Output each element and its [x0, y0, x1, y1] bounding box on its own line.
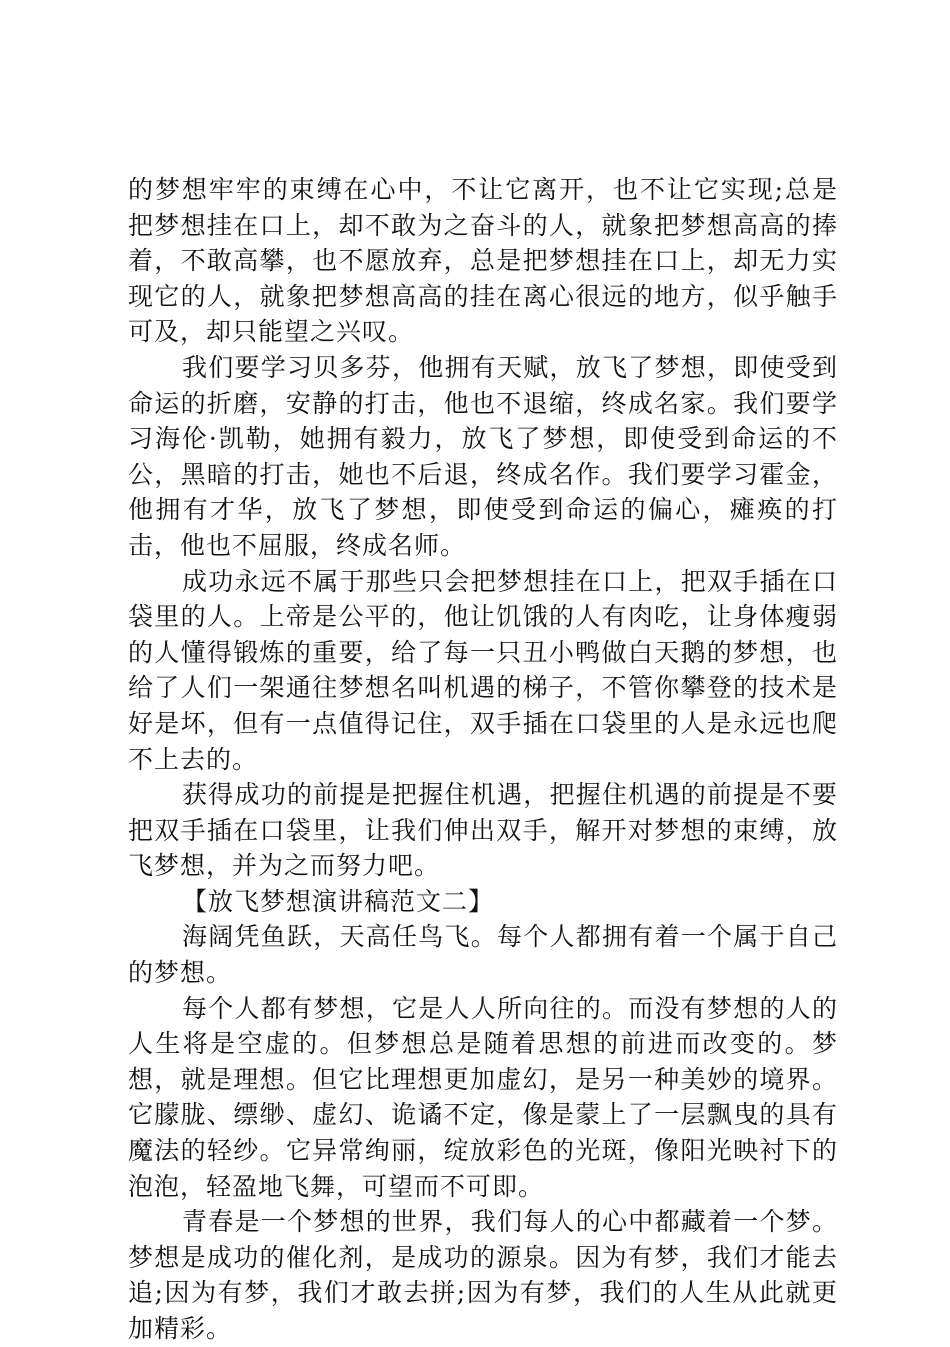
paragraph-continuation: 的梦想牢牢的束缚在心中，不让它离开，也不让它实现;总是把梦想挂在口上，却不敢为之奋斗的人，就象把梦想高高的捧着，不敢高攀，也不愿放弃，总是把梦想挂在口上，却无力实现它的人，就象把梦想高高的挂在离心很远的地方，似乎触手可及，却只能望之兴叹。 [128, 175, 838, 347]
paragraph-beethoven: 我们要学习贝多芬，他拥有天赋，放飞了梦想，即使受到命运的折磨，安静的打击，他也不退缩，终成名家。我们要学习海伦·凯勒，她拥有毅力，放飞了梦想，即使受到命运的不公，黑暗的打击，她也不后退，终成名作。我们要学习霍金，他拥有才华，放飞了梦想，即使受到命运的偏心，瘫痪的打击，他也不屈服，终成名师。 [128, 352, 838, 560]
section-heading: 【放飞梦想演讲稿范文二】 [182, 886, 495, 916]
paragraph-intro: 海阔凭鱼跃，天高任鸟飞。每个人都拥有着一个属于自己的梦想。 [128, 922, 838, 988]
paragraph-youth: 青春是一个梦想的世界，我们每人的心中都藏着一个梦。梦想是成功的催化剂，是成功的源泉。因为有梦，我们才能去追;因为有梦，我们才敢去拼;因为有梦，我们的人生从此就更加精彩。 [128, 1207, 838, 1343]
paragraph-opportunity: 获得成功的前提是把握住机遇，把握住机遇的前提是不要把双手插在口袋里，让我们伸出双手，解开对梦想的束缚，放飞梦想，并为之而努力吧。 [128, 780, 838, 881]
paragraph-success: 成功永远不属于那些只会把梦想挂在口上，把双手插在口袋里的人。上帝是公平的，他让饥饿的人有肉吃，让身体瘦弱的人懂得锻炼的重要，给了每一只丑小鸭做白天鹅的梦想，也给了人们一架通往梦想名叫机遇的梯子，不管你攀登的技术是好是坏，但有一点值得记住，双手插在口袋里的人是永远也爬不上去的。 [128, 566, 838, 774]
paragraph-dream-description: 每个人都有梦想，它是人人所向往的。而没有梦想的人的人生将是空虚的。但梦想总是随着思想的前进而改变的。梦想，就是理想。但它比理想更加虚幻，是另一种美妙的境界。它朦胧、缥缈、虚幻、诡谲不定，像是蒙上了一层飘曳的具有魔法的轻纱。它异常绚丽，绽放彩色的光斑，像阳光映衬下的泡泡，轻盈地飞舞，可望而不可即。 [128, 993, 838, 1201]
document-body [128, 172, 838, 1347]
